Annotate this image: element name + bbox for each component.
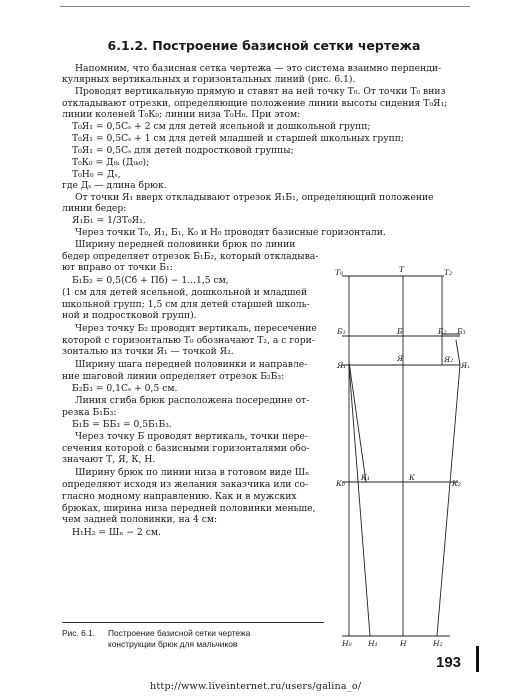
label-B3: Б₃: [457, 327, 466, 336]
text-line: которой с горизонталью Т₀ обозначают Т₂, а с гори-: [62, 335, 315, 346]
caption-line-1: Построение базисной сетки чертежа: [108, 628, 251, 638]
label-T0: Т₀: [335, 268, 344, 277]
crotch-extension: [456, 340, 460, 365]
text-line: значают Т, Я, К, Н.: [62, 454, 156, 465]
label-K: К: [409, 473, 415, 482]
text-line: ние шаговой линии определяет отрезок Б₂Б₃:: [62, 371, 285, 382]
text-line: Б₂Б₃ = 0,1Сₛ + 0,5 см.: [72, 383, 178, 394]
label-H2: Н₂: [433, 639, 443, 648]
label-YA2: Я₂: [444, 355, 454, 364]
text-line: Я₁Б₁ = 1/3Т₀Я₁.: [72, 215, 146, 226]
text-line: Т₀Я₁ = 0,5Сₛ для детей подростковой группы;: [72, 145, 294, 156]
trouser-grid-figure: [330, 262, 480, 654]
inseam-line: [349, 365, 370, 636]
text-line: школьной групп; 1,5 см для детей старшей школь-: [62, 299, 310, 310]
text-line: зонталью из точки Я₁ — точкой Я₂.: [62, 346, 234, 357]
text-line: чем задней половинки, на 4 см:: [62, 514, 218, 525]
label-B1: Б₁: [337, 327, 346, 336]
label-YAx: Яₓ: [461, 361, 470, 370]
text-line: Напомним, что базисная сетка чертежа — это система взаимно перпенди-: [75, 63, 442, 74]
label-B2: Б₂: [438, 327, 447, 336]
text-line: резка Б₁Б₃:: [62, 407, 117, 418]
top-rule: [60, 6, 470, 7]
label-YA: Я: [397, 354, 404, 363]
text-line: гласно модному направлению. Как и в мужских: [62, 491, 297, 502]
text-line: линии коленей Т₀К₀; линии низа Т₀Н₀. При этом:: [62, 109, 301, 120]
label-H1: Н₁: [368, 639, 378, 648]
label-K2: К₂: [452, 479, 461, 488]
text-line: ют вправо от точки Б₁:: [62, 262, 173, 273]
label-B: Б: [397, 327, 403, 336]
section-heading: 6.1.2. Построение базисной сетки чертежа: [107, 38, 421, 53]
text-line: (1 см для детей ясельной, дошкольной и младшей: [62, 287, 308, 298]
text-line: Линия сгиба брюк расположена посередине от-: [75, 395, 310, 406]
text-line: Б₁Б = ББ₃ = 0,5Б₁Б₃.: [72, 419, 172, 430]
text-line: определяют исходя из желания заказчика или со-: [62, 479, 309, 490]
label-K0: К₀: [336, 479, 345, 488]
side-seam-line: [437, 365, 460, 636]
text-line: От точки Я₁ вверх откладывают отрезок Я₁Б₁, определяющий положение: [75, 192, 434, 203]
text-line: Через точку Б проводят вертикаль, точки пере-: [75, 431, 308, 442]
page-number-bar: [476, 646, 479, 672]
text-line: Н₁Н₂ = Шₙ − 2 см.: [72, 527, 161, 538]
text-line: Ширину передней половинки брюк по линии: [75, 239, 296, 250]
text-line: Т₀Я₁ = 0,5Сₛ + 1 см для детей младшей и старшей школьных групп;: [72, 133, 405, 144]
text-line: линии бедер:: [62, 203, 127, 214]
label-H: Н: [400, 639, 407, 648]
label-T: Т: [399, 265, 405, 274]
caption-rule: [62, 622, 324, 623]
text-line: Через точки Т₀, Я₁, Б₁, К₀ и Н₀ проводят базисные горизонтали.: [75, 227, 386, 238]
text-line: Ширину брюк по линии низа в готовом виде Шₙ: [75, 467, 310, 478]
text-line: Ширину шага передней половинки и направле-: [75, 359, 308, 370]
label-T2: Т₂: [444, 268, 453, 277]
text-line: Б₁Б₂ = 0,5(Сб + Пб) − 1...1,5 см,: [72, 275, 229, 286]
text-line: бедер определяет отрезок Б₁Б₂, который откладыва-: [62, 251, 319, 262]
page-number: 193: [436, 654, 462, 671]
caption-line-2: конструкции брюк для мальчиков: [108, 639, 238, 649]
text-line: Т₀К₀ = Дₜₖ (Дₜₖ₀);: [72, 157, 150, 168]
text-line: сечения которой с базисными горизонталями обо-: [62, 443, 310, 454]
text-line: Т₀Я₁ = 0,5Сₛ + 2 см для детей ясельной и дошкольной групп;: [72, 121, 371, 132]
watermark-url: http://www.liveinternet.ru/users/galina_o/: [150, 681, 362, 692]
text-line: Проводят вертикальную прямую и ставят на ней точку Т₀. От точки Т₀ вниз: [75, 86, 446, 97]
text-line: кулярных вертикальных и горизонтальных линий (рис. 6.1).: [62, 74, 356, 85]
label-H0: Н₀: [342, 639, 352, 648]
label-K1: К₁: [361, 473, 370, 482]
text-line: где Дₛ — длина брюк.: [62, 180, 167, 191]
text-line: Т₀Н₀ = Дₛ,: [72, 169, 121, 180]
text-line: откладывают отрезки, определяющие положение линии высоты сидения Т₀Я₁;: [62, 98, 448, 109]
text-line: Через точку Б₂ проводят вертикаль, пересечение: [75, 323, 317, 334]
text-line: брюках, ширина низа передней половинки меньше,: [62, 503, 316, 514]
label-YA1: Я₁: [337, 361, 347, 370]
text-line: ной и подростковой групп).: [62, 310, 197, 321]
seat-curve: [349, 362, 366, 482]
caption-label: Рис. 6.1.: [62, 628, 96, 638]
